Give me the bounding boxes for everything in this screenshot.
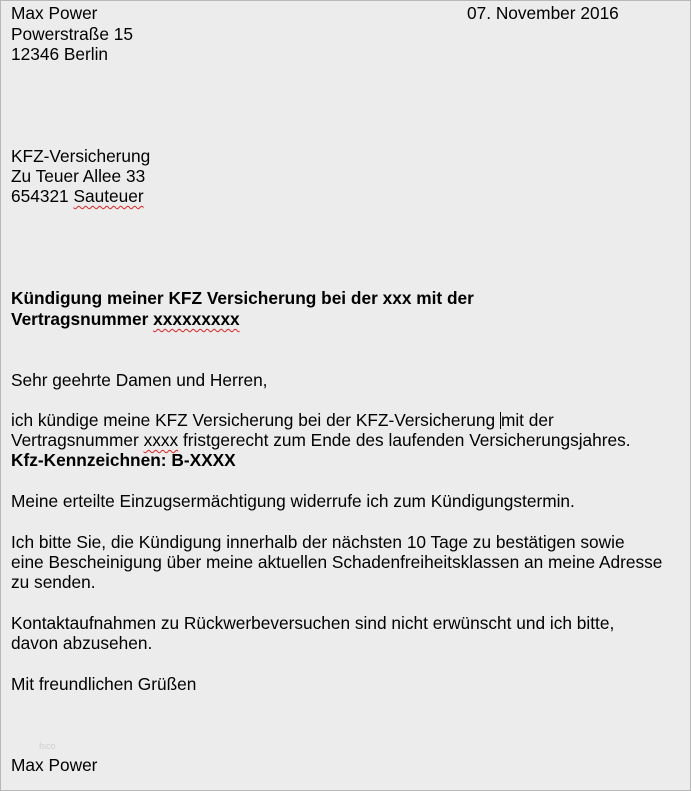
body-p1-contract-number: xxxx: [143, 430, 179, 450]
license-plate: Kfz-Kennzeichnen: B-XXXX: [11, 450, 236, 470]
recipient-city: [11, 186, 144, 206]
body-p1-line-1-part-2: mit der: [500, 410, 554, 430]
recipient-company: KFZ-Versicherung: [11, 146, 151, 166]
body-p2: Meine erteilte Einzugsermächtigung widerrufe ich zum Kündigungstermin.: [11, 491, 575, 511]
recipient-zip: 654321: [11, 186, 69, 206]
sender-city: 12346 Berlin: [11, 44, 109, 64]
subject-contract-number: xxxxxxxxx: [153, 309, 240, 329]
letter-date: 07. November 2016: [467, 3, 619, 23]
body-p4-line-2: davon abzusehen.: [11, 633, 153, 653]
body-p1-line-2-suffix: fristgerecht zum Ende des laufenden Versicherungsjahres.: [182, 430, 631, 450]
body-p3-line-1: Ich bitte Sie, die Kündigung innerhalb der nächsten 10 Tage zu bestätigen sowie: [11, 532, 625, 552]
watermark: fsco: [39, 741, 56, 751]
sender-name: Max Power: [11, 3, 98, 23]
sender-street: Powerstraße 15: [11, 24, 133, 44]
body-p3-line-3: zu senden.: [11, 572, 96, 592]
recipient-street: Zu Teuer Allee 33: [11, 166, 146, 186]
recipient-town: Sauteuer: [73, 186, 144, 206]
body-p1-line-1: [11, 410, 554, 430]
salutation: Sehr geehrte Damen und Herren,: [11, 370, 268, 390]
subject-contract-label: Vertragsnummer: [11, 309, 149, 329]
subject-line-2: [11, 309, 240, 329]
closing: Mit freundlichen Grüßen: [11, 674, 197, 694]
body-p4-line-1: Kontaktaufnahmen zu Rückwerbeversuchen sind nicht erwünscht und ich bitte,: [11, 613, 615, 633]
signature-name: Max Power: [11, 755, 98, 775]
subject-line-1: Kündigung meiner KFZ Versicherung bei der xxx mit der: [11, 288, 474, 308]
body-p1-line-2: [11, 430, 631, 450]
body-p1-line-1-part-1: ich kündige meine KFZ Versicherung bei der KFZ-Versicherung: [11, 410, 496, 430]
body-p1-contract-label: Vertragsnummer: [11, 430, 139, 450]
body-p3-line-2: eine Bescheinigung über meine aktuellen Schadenfreiheitsklassen an meine Adresse: [11, 552, 663, 572]
